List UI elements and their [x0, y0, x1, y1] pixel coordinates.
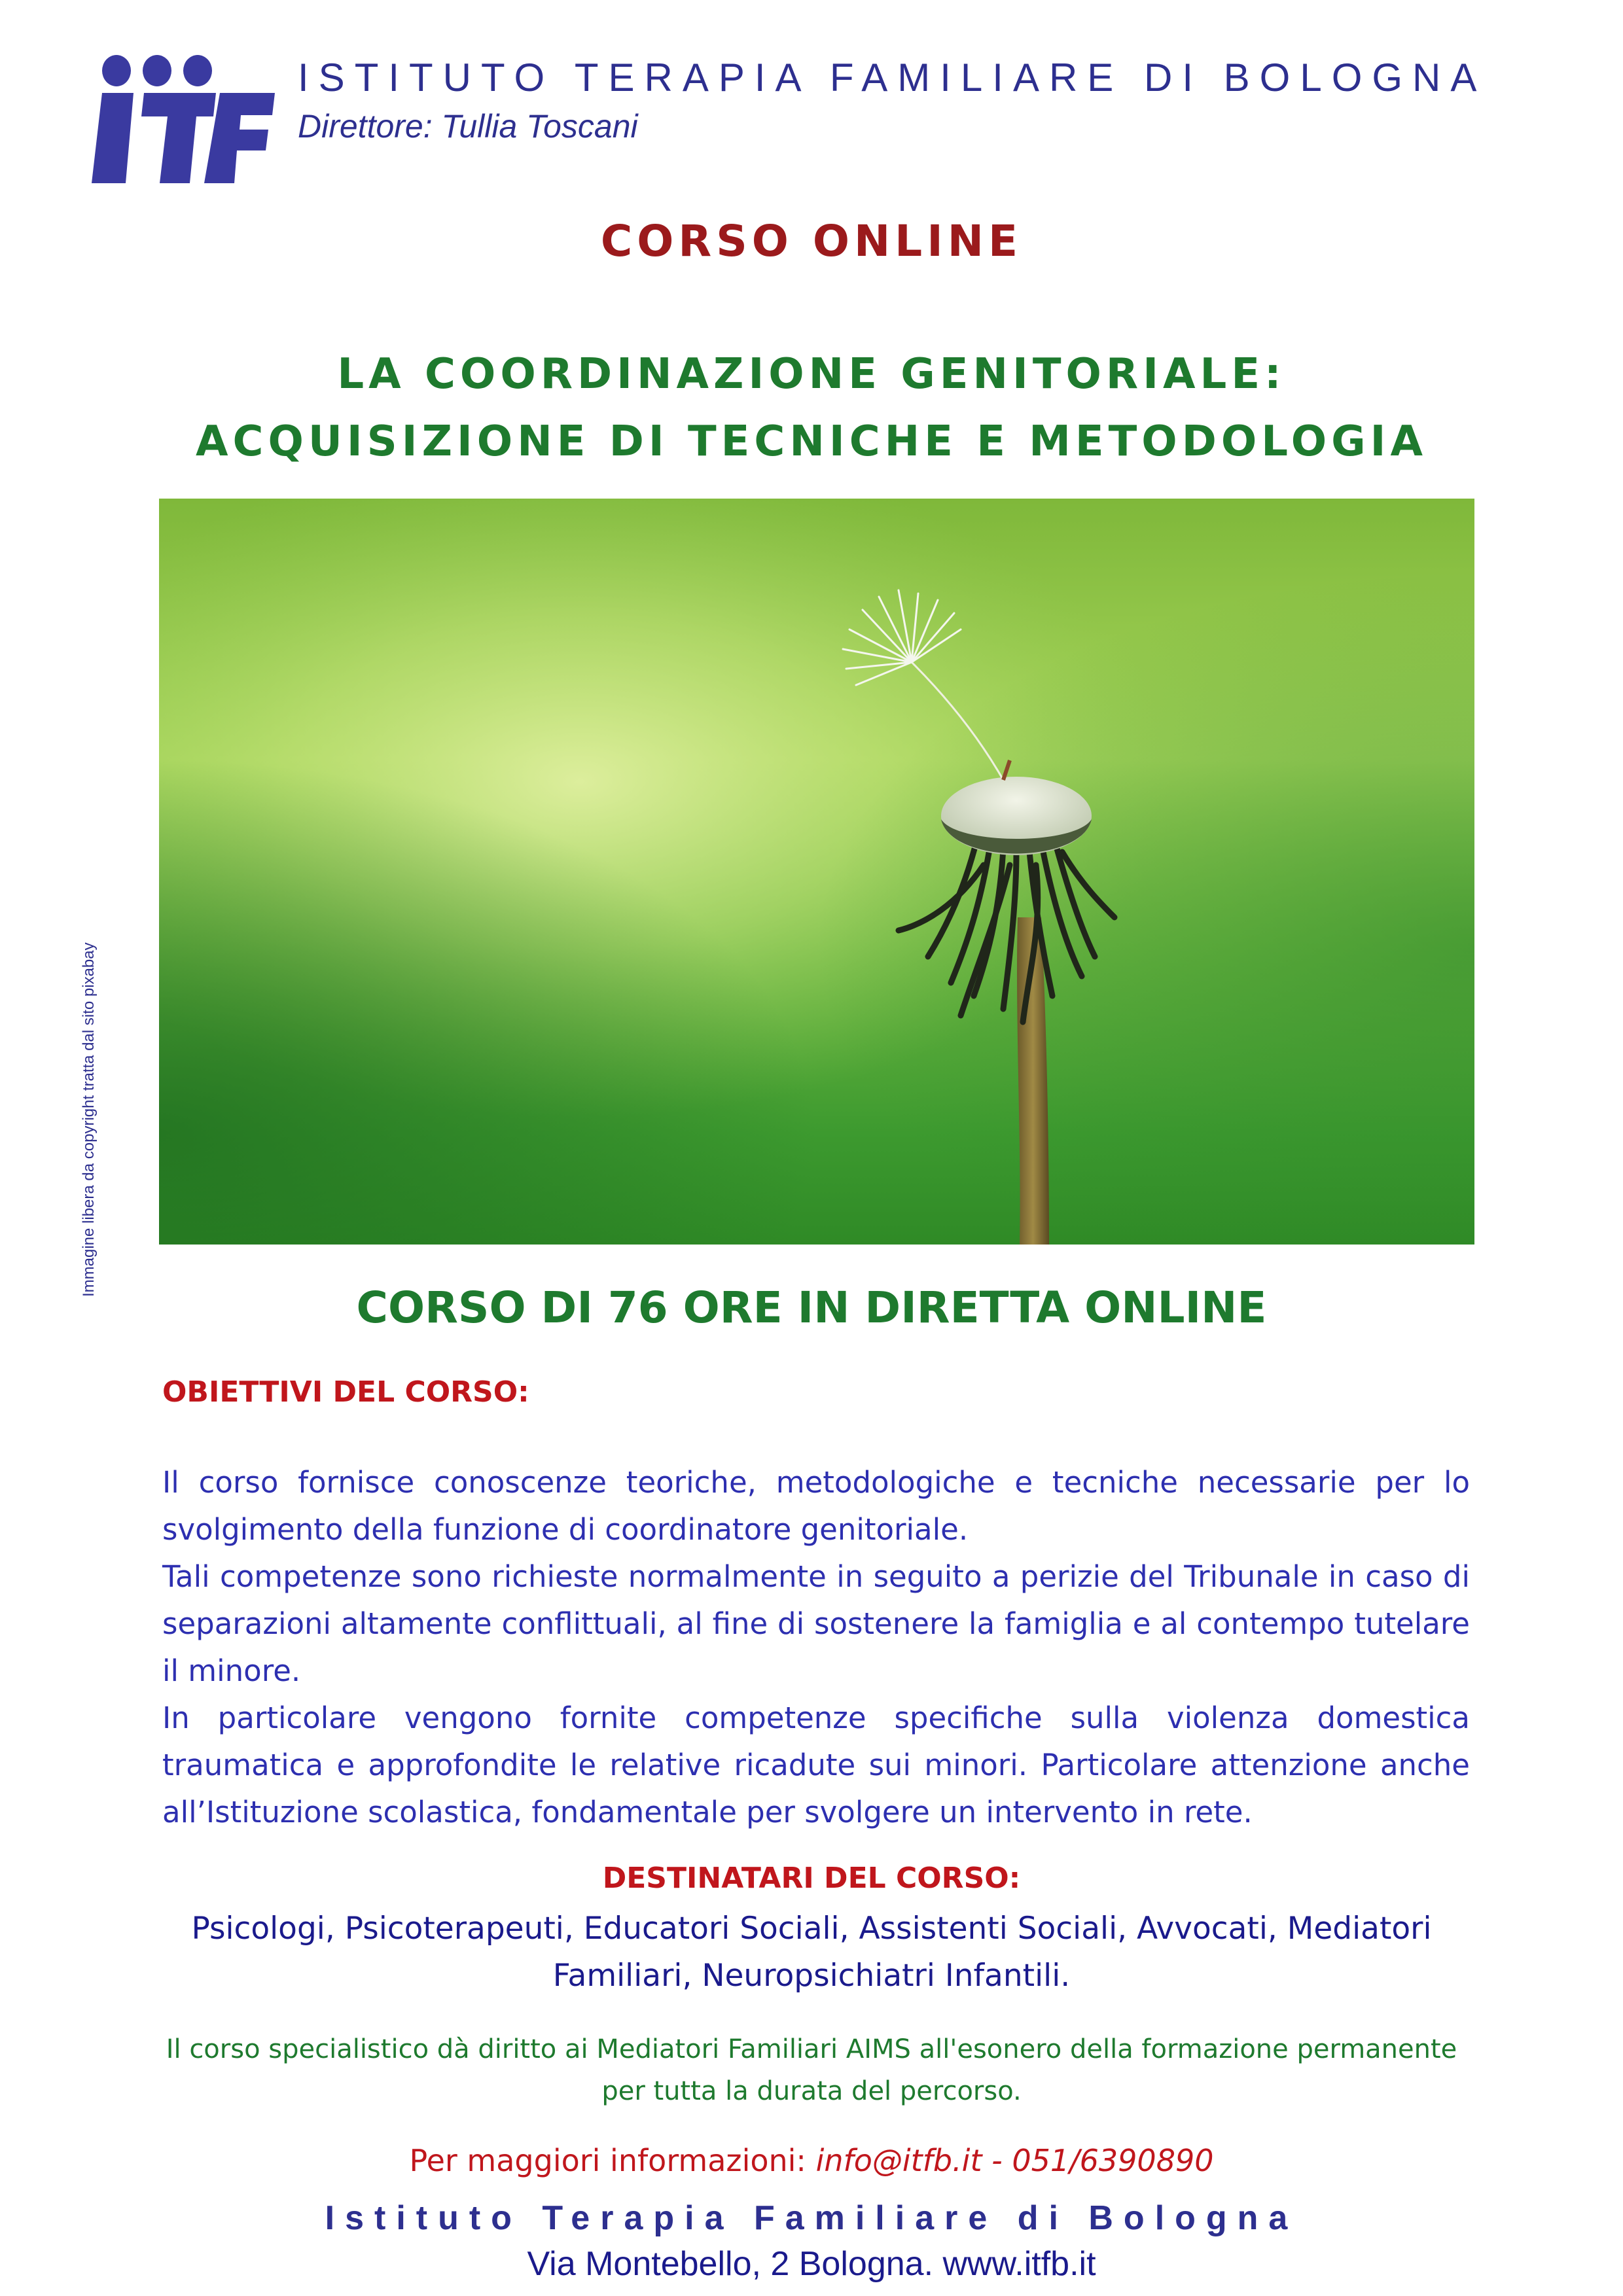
itf-logo: [85, 52, 275, 190]
footer-address: Via Montebello, 2 Bologna. www.itfb.it: [527, 2245, 1096, 2283]
dandelion-photo: [159, 499, 1474, 1245]
info-contact-link[interactable]: info@itfb.it - 051/6390890: [815, 2143, 1214, 2178]
info-line: [0, 2143, 1623, 2178]
objectives-body: [162, 1459, 1470, 1836]
course-type: CORSO ONLINE: [600, 216, 1023, 266]
course-title-line-1: LA COORDINAZIONE GENITORIALE:: [337, 350, 1286, 398]
info-label: Per maggiori informazioni:: [409, 2143, 816, 2178]
objectives-paragraph-3: In particolare vengono fornite competenze specifiche sulla violenza domestica traumatica e approfondite le relative ricadute sui minori. Particolare attenzione anche all’Istituzione scolastica, fondamentale per svolgere un intervento in rete.: [162, 1701, 1470, 1829]
objectives-paragraph-2: Tali competenze sono richieste normalmente in seguito a perizie del Tribunale in caso di separazioni altamente conflittuali, al fine di sostenere la famiglia e al contempo tutelare il minore.: [162, 1559, 1470, 1688]
director-name: Direttore: Tullia Toscani: [298, 108, 638, 145]
course-hours: CORSO DI 76 ORE IN DIRETTA ONLINE: [356, 1282, 1267, 1333]
image-caption: [72, 870, 111, 1297]
objectives-paragraph-1: Il corso fornisce conoscenze teoriche, metodologiche e tecniche necessarie per lo svolgimento della funzione di coordinatore genitoriale.: [162, 1465, 1470, 1547]
recipients-text: Psicologi, Psicoterapeuti, Educatori Sociali, Assistenti Sociali, Avvocati, Mediatori Familiari, Neuropsichiatri Infantili.: [191, 1911, 1432, 1994]
institute-name: ISTITUTO TERAPIA FAMILIARE DI BOLOGNA: [298, 56, 1487, 99]
course-title-line-2: ACQUISIZIONE DI TECNICHE E METODOLOGIA: [195, 417, 1428, 466]
aims-note: Il corso specialistico dà diritto ai Mediatori Familiari AIMS all'esonero della formazione permanente per tutta la durata del percorso.: [166, 2034, 1457, 2106]
objectives-heading: OBIETTIVI DEL CORSO:: [162, 1375, 529, 1409]
image-caption-text: Immagine libera da copyright tratta dal sito pixabay: [80, 942, 98, 1297]
recipients-heading: DESTINATARI DEL CORSO:: [602, 1862, 1021, 1895]
footer-institute-name: Istituto Terapia Familiare di Bologna: [325, 2199, 1298, 2237]
